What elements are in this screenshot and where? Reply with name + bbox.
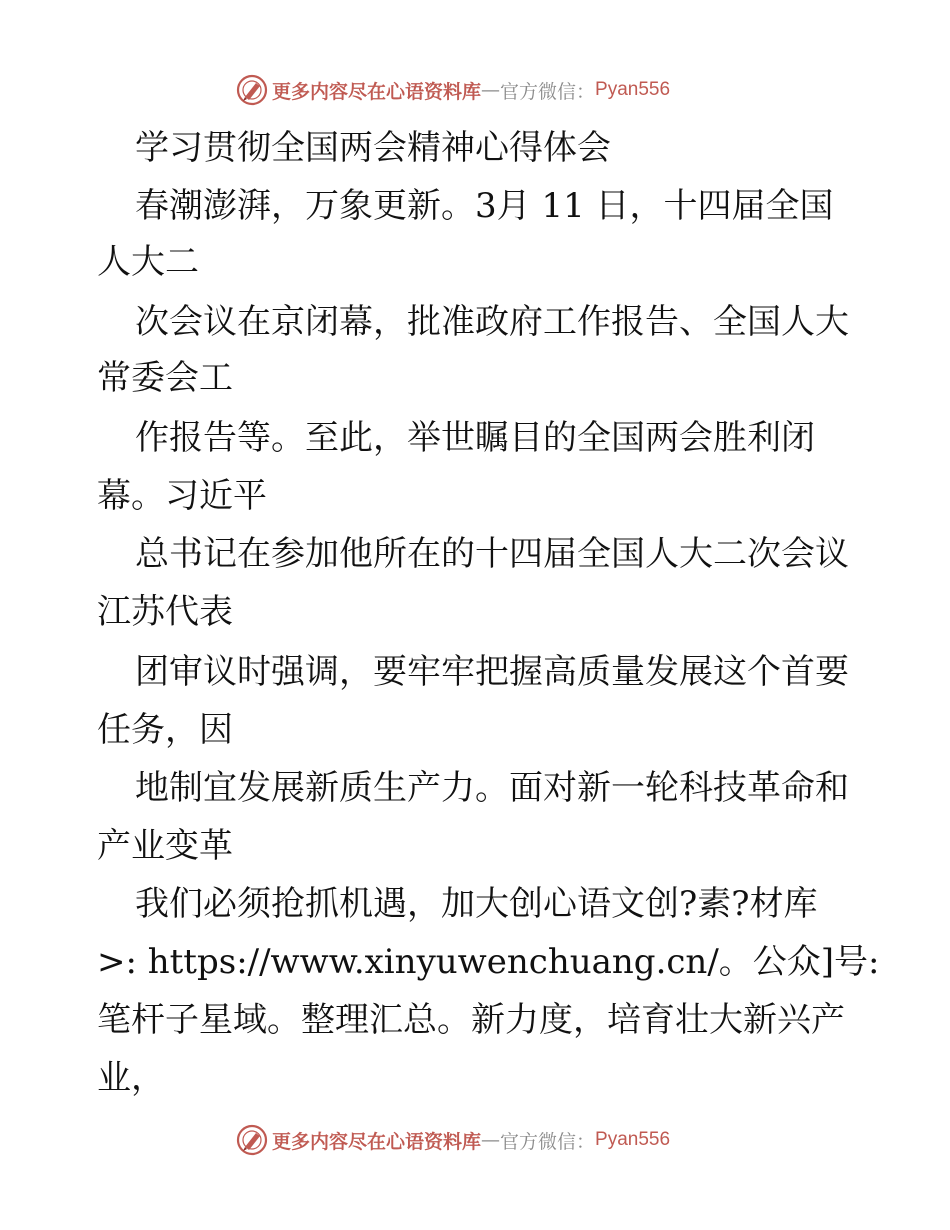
banner-wechat-id: Pyan556 (595, 79, 671, 100)
text-line: 常委会工 (97, 358, 233, 398)
text-line: 我们必须抢抓机遇，加大创心语文创?素?材库 (135, 884, 818, 924)
banner-wechat-label: 官方微信： (500, 80, 596, 103)
text-line: 作报告等。至此，举世瞩目的全国两会胜利闭 (135, 418, 815, 458)
banner-site-text: 更多内容尽在心语资料库 (272, 1130, 482, 1153)
text-line: 次会议在京闭幕，批准政府工作报告、全国人大 (135, 302, 849, 342)
text-line: 总书记在参加他所在的十四届全国人大二次会议 (135, 534, 849, 574)
text-line: 人大二 (97, 242, 199, 282)
banner-wechat-label: 官方微信： (500, 1130, 596, 1153)
pen-nib-logo-icon (236, 74, 268, 106)
banner-site-text: 更多内容尽在心语资料库 (272, 80, 482, 103)
document-title: 学习贯彻全国两会精神心得体会 (135, 128, 611, 168)
text-line: 地制宜发展新质生产力。面对新一轮科技革命和 (135, 768, 849, 808)
text-line: 任务，因 (97, 710, 233, 750)
text-line: 产业变革 (97, 826, 233, 866)
text-line: 笔杆子星域。整理汇总。新力度，培育壮大新兴产 (97, 1000, 845, 1040)
banner-wechat-id: Pyan556 (595, 1129, 671, 1150)
text-line: 春潮澎湃，万象更新。3月 11 日，十四届全国 (135, 186, 834, 226)
banner-separator: — (481, 1129, 501, 1151)
text-line: 团审议时强调，要牢牢把握高质量发展这个首要 (135, 652, 849, 692)
url-text-line: >: https://www.xinyuwenchuang.cn/。公众]号: (97, 942, 880, 982)
pen-nib-logo-icon (236, 1124, 268, 1156)
text-line: 业， (97, 1058, 165, 1098)
footer-banner (236, 1123, 670, 1157)
text-line: 江苏代表 (97, 592, 233, 632)
text-line: 幕。习近平 (97, 476, 267, 516)
header-banner (236, 73, 670, 107)
banner-separator: — (481, 79, 501, 101)
